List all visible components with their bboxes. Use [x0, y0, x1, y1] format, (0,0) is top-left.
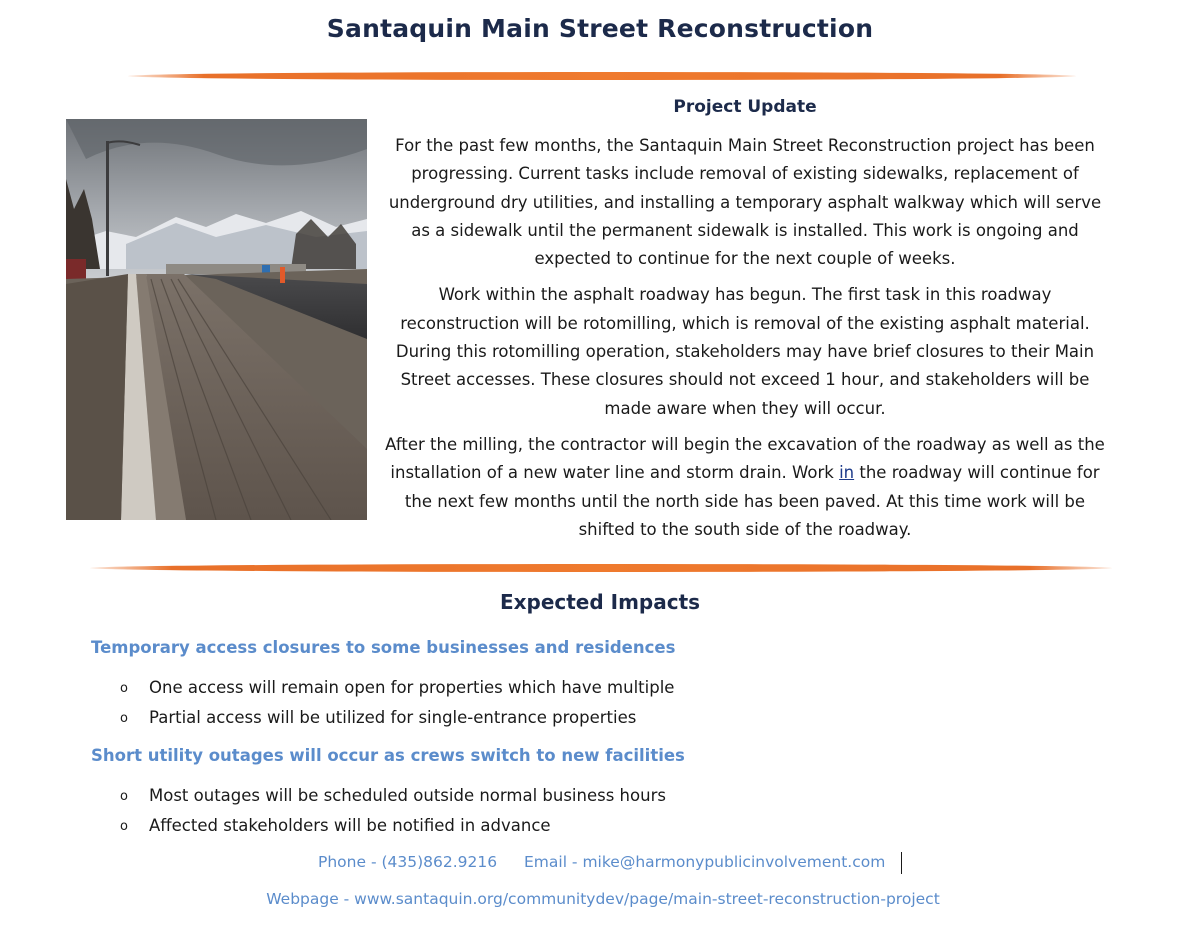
orange-divider-middle [90, 564, 1112, 572]
list-item-text: One access will remain open for properties which have multiple [149, 678, 675, 697]
bullet-marker: o [120, 789, 128, 804]
underlined-word: in [839, 463, 855, 483]
update-paragraph-1: For the past few months, the Santaquin Main Street Reconstruction project has been progressing. Current tasks include removal of existing sidewalks, replacement of underground dry utilities, and installing a temporary asphalt walkway which will serve as a sidewalk until the permanent sidewalk is installed. This work is ongoing and expected to continue for the next couple of weeks. [388, 136, 1102, 269]
impact-group-heading-access: Temporary access closures to some businesses and residences [91, 638, 676, 657]
update-paragraph-2: Work within the asphalt roadway has begun. The first task in this roadway reconstruction will be rotomilling, which is removal of the existing asphalt material. During this rotomilling operation, stakeholders may have brief closures to their Main Street accesses. These closures should not exceed 1 hour, and stakeholders will be made aware when they will occur. [395, 285, 1095, 418]
impact-list-utility [120, 784, 666, 844]
bullet-marker: o [120, 711, 128, 726]
list-item-text: Affected stakeholders will be notified in advance [149, 816, 551, 835]
footer-phone: Phone - (435)862.9216 [318, 853, 498, 871]
bullet-marker: o [120, 819, 128, 834]
footer-webpage: Webpage - www.santaquin.org/communitydev/page/main-street-reconstruction-project [266, 890, 940, 908]
list-item-text: Most outages will be scheduled outside normal business hours [149, 786, 666, 805]
expected-impacts-heading: Expected Impacts [499, 590, 701, 614]
list-item [120, 706, 674, 736]
footer-email: Email - mike@harmonypublicinvolvement.com [524, 853, 886, 871]
project-update-body [378, 132, 1112, 552]
bullet-marker: o [120, 681, 128, 696]
text-cursor [901, 852, 902, 874]
list-item [120, 676, 674, 706]
impact-list-access [120, 676, 674, 736]
construction-photo [66, 119, 367, 520]
update-paragraph-3-end: the roadway will continue for the next few months until the north side has been paved. At this time work will be shifted to the south side of the roadway. [404, 463, 1100, 539]
orange-divider-top [128, 72, 1076, 80]
update-paragraph-3 [378, 431, 1112, 544]
list-item [120, 814, 666, 844]
impact-group-heading-utility: Short utility outages will occur as crews switch to new facilities [91, 746, 685, 765]
document-title: Santaquin Main Street Reconstruction [326, 14, 874, 43]
project-update-heading: Project Update [673, 97, 817, 117]
list-item [120, 784, 666, 814]
list-item-text: Partial access will be utilized for single-entrance properties [149, 708, 637, 727]
update-paragraph-3-start: After the milling, the contractor will begin the excavation of the roadway as well as the installation of a new water line and storm drain. Work [385, 434, 1105, 483]
